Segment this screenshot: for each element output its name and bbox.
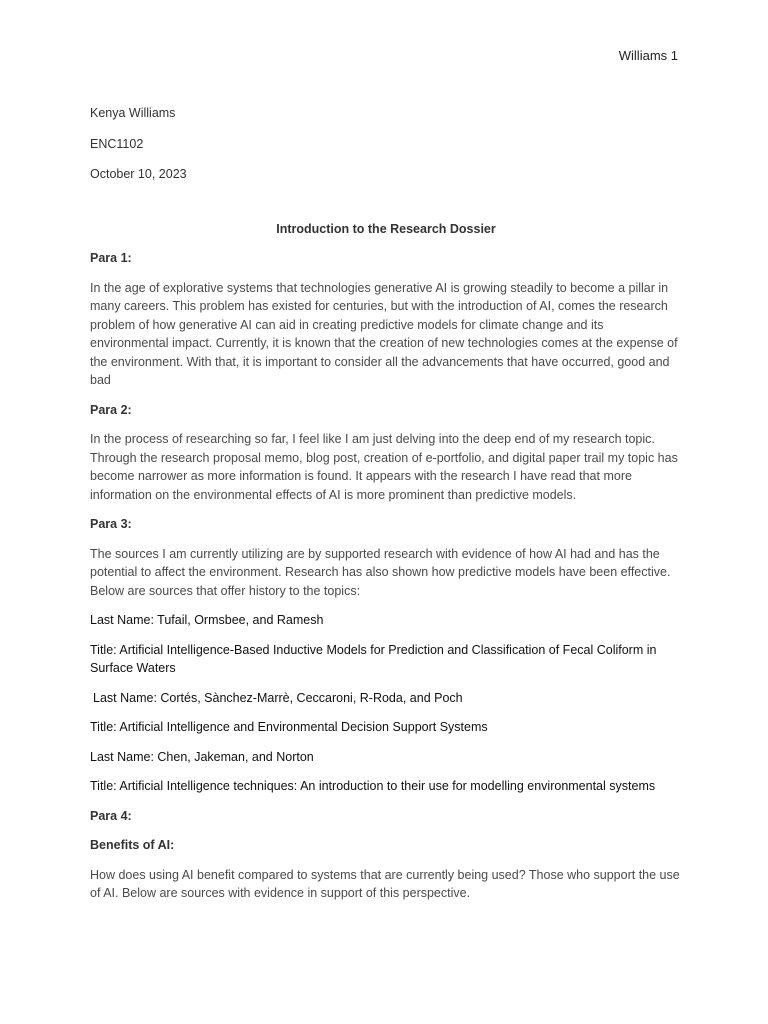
source-2-last-name: Last Name: Cortés, Sànchez-Marrè, Ceccaroni, R-Roda, and Poch bbox=[93, 690, 463, 705]
source-3-title: Title: Artificial Intelligence techniques: An introduction to their use for modelling environmental systems bbox=[90, 779, 656, 793]
document-body bbox=[90, 104, 682, 914]
para3-text: The sources I am currently utilizing are by supported research with evidence of how AI had and has the potential to affect the environment. Research has also shown how predictive models have been effective. Below are sources that offer history to the topics: bbox=[90, 546, 671, 598]
course-code: ENC1102 bbox=[90, 136, 144, 151]
document-title: Introduction to the Research Dossier bbox=[276, 221, 496, 236]
para4-heading: Para 4: bbox=[90, 808, 132, 823]
source-1-title: Title: Artificial Intelligence-Based Inductive Models for Prediction and Classification of Fecal Coliform in Surface Waters bbox=[90, 642, 657, 675]
page-header-number: Williams 1 bbox=[618, 48, 678, 63]
para4-subheading: Benefits of AI: bbox=[90, 838, 175, 852]
source-3-last-name: Last Name: Chen, Jakeman, and Norton bbox=[90, 749, 314, 764]
para2-heading: Para 2: bbox=[90, 402, 132, 417]
para1-text: In the age of explorative systems that technologies generative AI is growing steadily to become a pillar in many careers. This problem has existed for centuries, but with the introduction of AI, comes the research problem of how generative AI can aid in creating predictive models for climate change and its environmental impact. Currently, it is known that the creation of new technologies comes at the expense of the environment. With that, it is important to consider all the advancements that have occurred, good and bad bbox=[90, 280, 678, 387]
para1-heading: Para 1: bbox=[90, 251, 132, 265]
para3-heading: Para 3: bbox=[90, 517, 132, 531]
para2-text: In the process of researching so far, I feel like I am just delving into the deep end of my research topic. Through the research proposal memo, blog post, creation of e-portfolio, and digital paper trail my topic has become narrower as more information is found. It appears with the research I have read that more information on the environmental effects of AI is more prominent than predictive models. bbox=[90, 432, 678, 502]
source-2-title: Title: Artificial Intelligence and Environmental Decision Support Systems bbox=[90, 720, 488, 734]
source-1-last-name: Last Name: Tufail, Ormsbee, and Ramesh bbox=[90, 613, 324, 627]
document-date: October 10, 2023 bbox=[90, 167, 187, 181]
para4-text: How does using AI benefit compared to systems that are currently being used? Those who support the use of AI. Below are sources with evidence in support of this perspective. bbox=[90, 867, 680, 900]
author-name: Kenya Williams bbox=[90, 106, 176, 120]
